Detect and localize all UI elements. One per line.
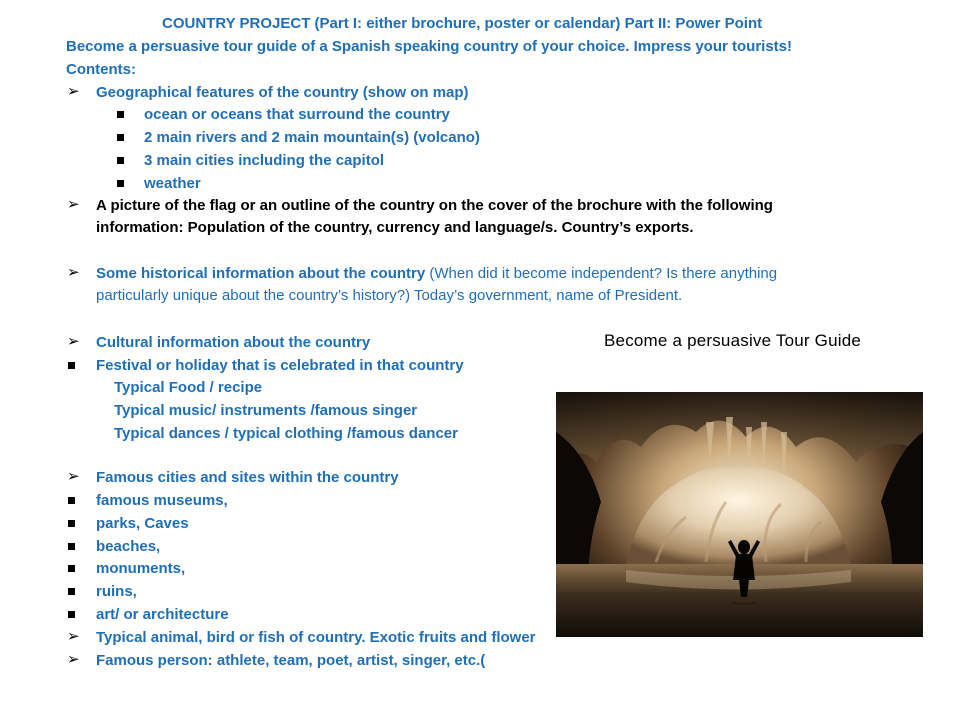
square-bullet-icon (68, 611, 75, 618)
arrow-bullet-icon: ➢ (67, 651, 80, 668)
geo-heading: Geographical features of the country (show on map) (96, 84, 469, 101)
arrow-bullet-icon: ➢ (67, 628, 80, 645)
square-bullet-icon (68, 362, 75, 369)
arrow-bullet-icon: ➢ (67, 333, 80, 350)
animal-item: Typical animal, bird or fish of country. Exotic fruits and flower (96, 629, 536, 646)
cave-photo (556, 392, 923, 637)
contents-label: Contents: (66, 61, 136, 78)
arrow-bullet-icon: ➢ (67, 196, 80, 213)
square-bullet-icon (117, 134, 124, 141)
list-item: monuments, (96, 560, 186, 577)
history-line2: particularly unique about the country’s history?) Today’s government, name of President. (96, 287, 683, 304)
history-heading: Some historical information about the country (96, 265, 426, 282)
square-bullet-icon (68, 565, 75, 572)
intro-text: Become a persuasive tour guide of a Spanish speaking country of your choice. Impress your tourists! (66, 38, 793, 55)
arrow-bullet-icon: ➢ (67, 264, 80, 281)
list-item: 2 main rivers and 2 main mountain(s) (volcano) (144, 129, 480, 146)
sites-heading: Famous cities and sites within the country (96, 469, 399, 486)
list-item: ruins, (96, 583, 137, 600)
square-bullet-icon (117, 180, 124, 187)
arrow-bullet-icon: ➢ (67, 83, 80, 100)
culture-sub-item: Typical Food / recipe (114, 379, 263, 396)
square-bullet-icon (68, 520, 75, 527)
arrow-bullet-icon: ➢ (67, 468, 80, 485)
list-item: weather (144, 175, 201, 192)
square-bullet-icon (68, 588, 75, 595)
culture-sub-item: Typical dances / typical clothing /famous dancer (114, 425, 458, 442)
person-item: Famous person: athlete, team, poet, artist, singer, etc.( (96, 652, 486, 669)
square-bullet-icon (117, 157, 124, 164)
square-bullet-icon (68, 543, 75, 550)
flag-text-line2: information: Population of the country, currency and language/s. Country’s exports. (96, 219, 694, 236)
list-item: 3 main cities including the capitol (144, 152, 385, 169)
list-item: famous museums, (96, 492, 228, 509)
festival-item: Festival or holiday that is celebrated in that country (96, 357, 464, 374)
history-line1 (96, 265, 777, 283)
culture-sub-item: Typical music/ instruments /famous singer (114, 402, 418, 419)
square-bullet-icon (68, 497, 75, 504)
list-item: beaches, (96, 538, 161, 555)
culture-heading: Cultural information about the country (96, 334, 371, 351)
square-bullet-icon (117, 111, 124, 118)
history-question: (When did it become independent? Is there anything (425, 265, 778, 282)
tour-guide-heading: Become a persuasive Tour Guide (604, 331, 862, 350)
page-title: COUNTRY PROJECT (Part I: either brochure, poster or calendar) Part II: Power Point (162, 15, 763, 32)
cave-illustration (556, 392, 923, 637)
list-item: ocean or oceans that surround the country (144, 106, 450, 123)
list-item: art/ or architecture (96, 606, 229, 623)
list-item: parks, Caves (96, 515, 189, 532)
flag-text-line1: A picture of the flag or an outline of the country on the cover of the brochure with the following (96, 197, 773, 214)
